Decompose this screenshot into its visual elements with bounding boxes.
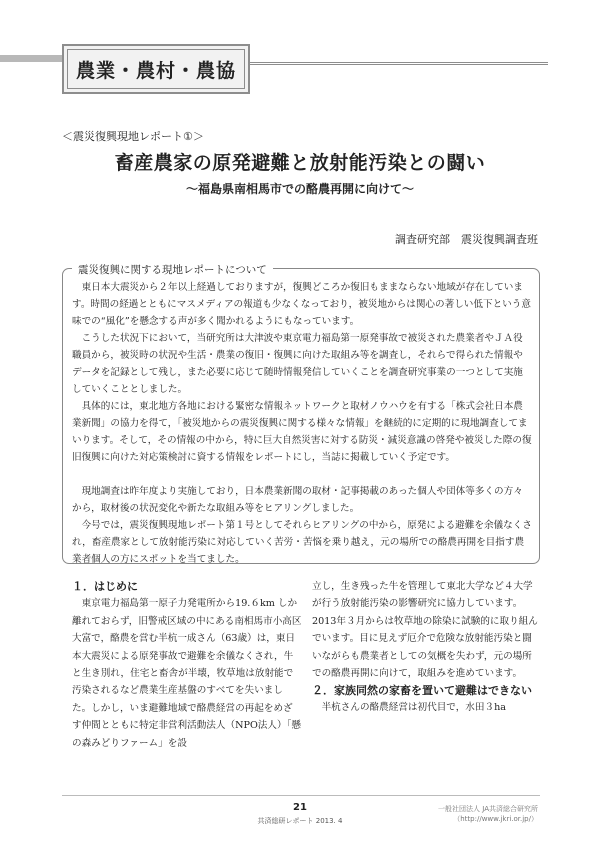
notice-body (72, 279, 532, 568)
page-number: 21 (293, 802, 307, 813)
publisher-info (438, 804, 538, 824)
notice-paragraph: 現地調査は昨年度より実施しており，日本農業新聞の取材・記事掲載のあった個人や団体等多くの方々から，取材後の状況変化や新たな取組み等をヒアリングしました。 (72, 486, 523, 514)
header-decor-stripe (0, 55, 62, 62)
notice-paragraph: 具体的には，東北地方各地における緊密な情報ネットワークと取材ノウハウを有する「株式会社日本農業新聞」の協力を得て，「被災地からの震災復興に関する様々な情報」を継続的に定期的に現地調査してまいります。そして，その情報の中から，特に巨大自然災害に対する防災・減災意識の啓発や被災した際の復旧復興に向けた対応策検討に資する情報をレポートにし，当誌に掲載していく予定です。 (72, 401, 532, 463)
article-author: 調査研究部 震災復興調査班 (395, 233, 538, 246)
notice-paragraph: 今号では，震災復興現地レポート第１号としてそれらヒアリングの中から，原発による避難を余儀なくされ，畜産農家として放射能汚染に対応していく苦労・苦悩を乗り越え，元の場所での酪農再開を目指す農業者個人の方にスポットを当てました。 (72, 520, 532, 565)
body-paragraph: 半杭さんの酪農経営は初代目で，水田３ha (321, 702, 506, 714)
body-column-left (72, 578, 302, 752)
footer-rule (62, 795, 540, 796)
journal-name: 共済総研レポート 2013. 4 (257, 817, 343, 825)
section-heading: １．はじめに (72, 580, 138, 593)
notice-paragraph: こうした状況下において，当研究所は大津波や東京電力福島第一原発事故で被災された農業者やＪＡ役職員から，被災時の状況や生活・農業の復旧・復興に向けた取組み等を調査し，それらで得られた情報やデータを記録として残し，また必要に応じて随時情報発信していくことを調査研究事業の一つとして実施していくこととしました。 (72, 333, 523, 395)
publisher-url: （http://www.jkri.or.jp/） (453, 815, 538, 823)
body-column-right (312, 578, 540, 717)
section-tab-frame (67, 49, 245, 89)
section-tab-label: 農業・農村・農協 (75, 59, 236, 82)
article-title: 畜産農家の原発避難と放射能汚染との闘い (114, 152, 486, 174)
notice-heading: 震災復興に関する現地レポートについて (72, 262, 273, 277)
series-label: ＜震災復興現地レポート①＞ (62, 130, 204, 143)
section-tab (62, 44, 250, 94)
body-paragraph: 立し，生き残った牛を管理して東北大学など４大学が行う放射能汚染の影響研究に協力しています。2013年３月からは牧草地の除染に試験的に取り組んでいます。目に見えず厄介で危険な放射能汚染と闘いながらも農業者としての気概を失わず，元の場所での酪農再開に向けて，取組みを進めています。 (312, 581, 538, 680)
header-rule (250, 62, 548, 63)
section-heading: ２．家族同然の家畜を置いて避難はできない (312, 684, 532, 698)
body-paragraph: 東京電力福島第一原子力発電所から19.６km しか離れておらず，旧警戒区域の中にある南相馬市小高区大富で，酪農を営む半杭一成さん（63歳）は，東日本大震災による原発事故で避難を余儀なくされ，牛と生き別れ，住宅と畜舎が半壊，牧草地は放射能で汚染されるなど農業生産基盤のすべてを失いました。しかし，いま避難地域で酪農経営の再起をめざす仲間とともに特定非営利活動法人（NPO法人）「懸の森みどりファーム」を設 (72, 598, 302, 749)
header-rule-2 (250, 64, 548, 65)
publisher-name: 一般社団法人 JA共済総合研究所 (438, 805, 538, 813)
article-subtitle: 〜福島県南相馬市での酪農再開に向けて〜 (185, 182, 414, 196)
notice-paragraph: 東日本大震災から２年以上経過しておりますが，復興どころか復旧もままならない地域が存在しています。時間の経過とともにマスメディアの報道も少なくなっており，被災地からは関心の著しい低下という意味での“風化”を懸念する声が多く聞かれるようにもなっています。 (72, 282, 531, 327)
